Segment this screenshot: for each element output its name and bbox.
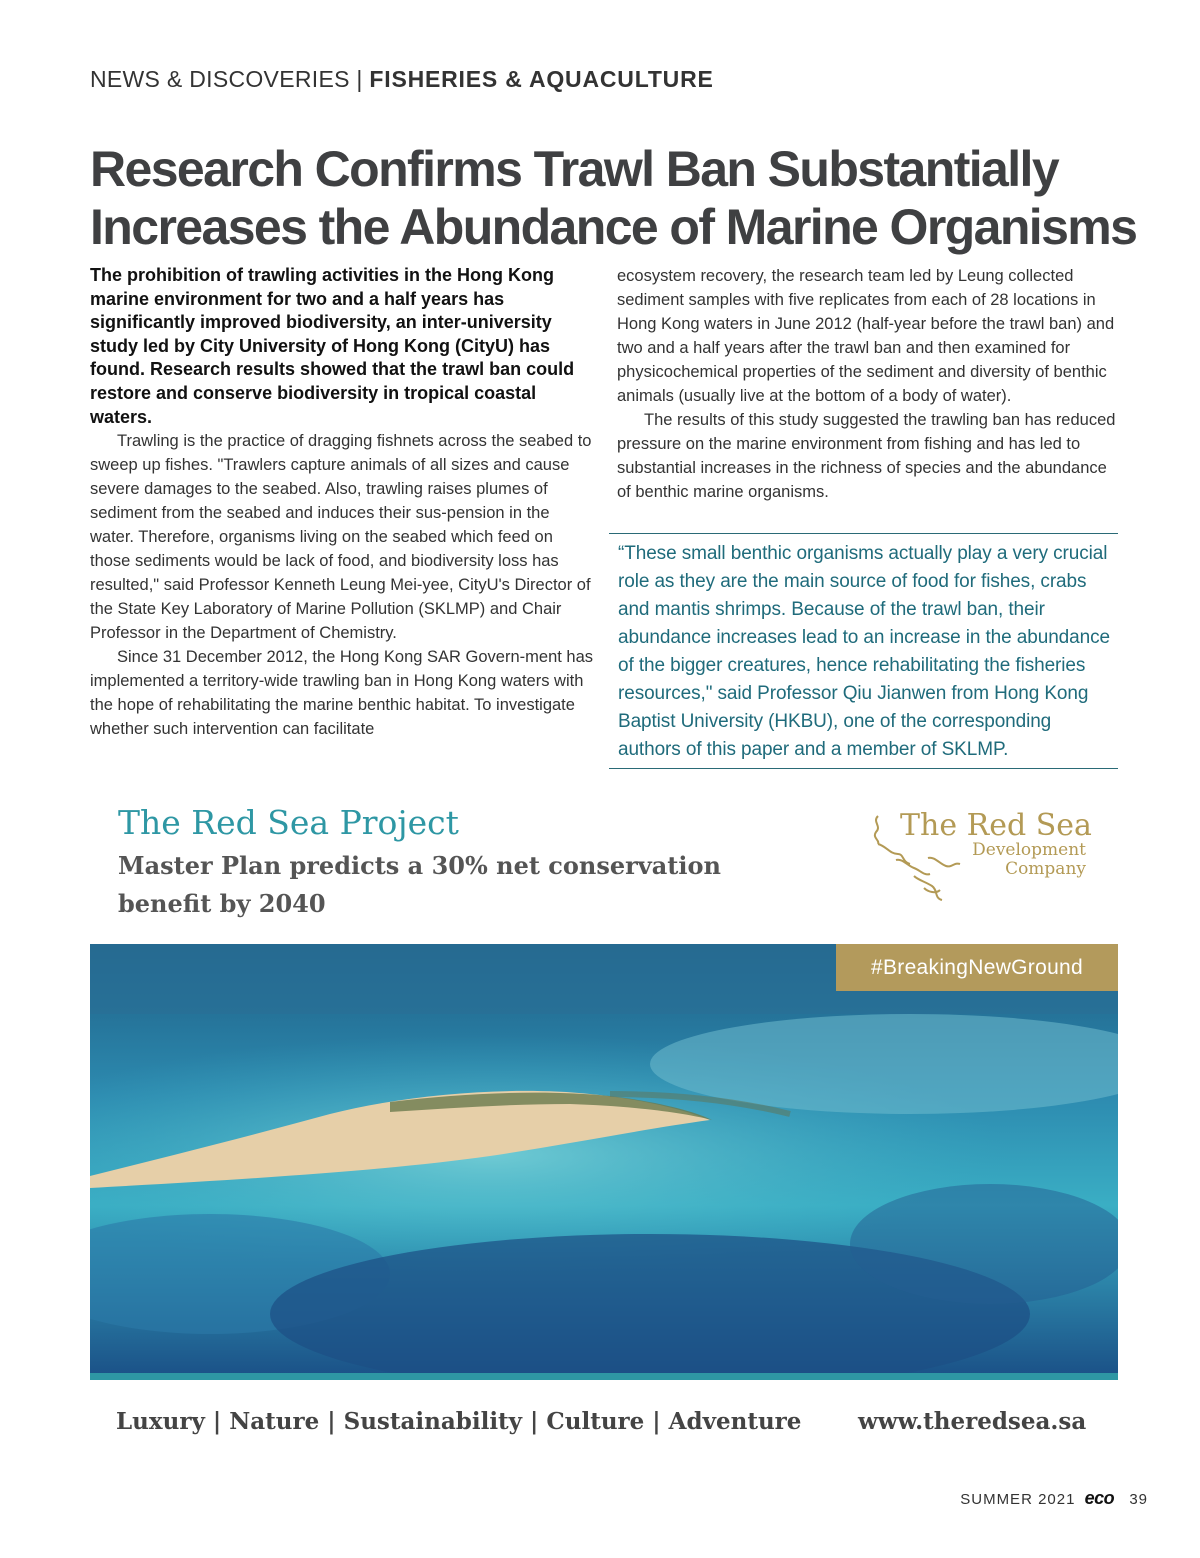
article-paragraph-1: Trawling is the practice of dragging fishnets across the seabed to sweep up fishes. "Trawlers capture animals of all sizes and cause severe damages to the seabed. Also, trawling raises plumes of sediment from the seabed and induces their sus-pension in the water. Therefore, organisms living on the seabed which feed on those sediments would be lack of food, and biodiversity loss has resulted," said Professor Kenneth Leung Mei-yee, CityU's Director of the State Key Laboratory of Marine Pollution (SKLMP) and Chair Professor in the Department of Chemistry. <box>90 432 592 643</box>
ad-title: The Red Sea Project <box>118 803 459 842</box>
aerial-island-photo <box>90 944 1118 1380</box>
photo-accent-bar <box>90 1373 1118 1380</box>
headline-line-1: Research Confirms Trawl Ban Substantially <box>90 141 1059 197</box>
article-column-left <box>90 264 596 741</box>
ad-website: www.theredsea.sa <box>858 1408 1087 1435</box>
section-category: NEWS & DISCOVERIES | <box>90 66 363 92</box>
page-footer <box>960 1488 1148 1509</box>
footer-issue: SUMMER 2021 <box>960 1491 1076 1508</box>
logo-text-line-1: The Red Sea <box>900 808 1092 843</box>
ad-tagline: Luxury | Nature | Sustainability | Culture | Adventure <box>116 1408 802 1435</box>
page-number: 39 <box>1129 1491 1148 1508</box>
section-label <box>90 66 714 93</box>
logo-text-line-3: Company <box>1005 859 1086 879</box>
section-subcategory: FISHERIES & AQUACULTURE <box>369 66 714 92</box>
article-paragraph-3: ecosystem recovery, the research team led by Leung collected sediment samples with five replicates from each of 28 locations in Hong Kong waters in June 2012 (half-year before the trawl ban) and two and a half years after the trawl ban and then examined for physicochemical properties of the sediment and diversity of benthic animals (usually live at the bottom of a body of water). <box>617 267 1115 405</box>
island-image <box>90 944 1118 1380</box>
pull-quote: “These small benthic organisms actually play a very crucial role as they are the main source of food for fishes, crabs and mantis shrimps. Because of the trawl ban, their abundance increases lead to an increase in the abundance of the bigger creatures, hence rehabilitating the fisheries resources," said Professor Qiu Jianwen from Hong Kong Baptist University (HKBU), one of the corresponding authors of this paper and a member of SKLMP. <box>618 543 1110 760</box>
red-sea-logo <box>868 808 1098 904</box>
headline-line-2: Increases the Abundance of Marine Organisms <box>90 199 1137 255</box>
article-paragraph-4: The results of this study suggested the trawling ban has reduced pressure on the marine environment from fishing and has led to substantial increases in the richness of species and the abundance of benthic marine organisms. <box>617 411 1116 501</box>
footer-brand: eco <box>1084 1488 1115 1508</box>
ad-subtitle: Master Plan predicts a 30% net conservation benefit by 2040 <box>118 851 721 918</box>
hashtag-badge: #BreakingNewGround <box>836 944 1118 991</box>
logo-text-line-2: Development <box>972 840 1086 860</box>
article-lede: The prohibition of trawling activities in the Hong Kong marine environment for two and a half years has significantly improved biodiversity, an inter-university study led by City University of Hong Kong (CityU) has found. Research results showed that the trawl ban could restore and conserve biodiversity in tropical coastal waters. <box>90 265 575 427</box>
article-headline <box>90 140 1137 256</box>
article-paragraph-2: Since 31 December 2012, the Hong Kong SAR Govern-ment has implemented a territory-wide trawling ban in Hong Kong waters with the hope of rehabilitating the marine benthic habitat. To investigate whether such intervention can facilitate <box>90 648 594 739</box>
pull-quote-box <box>609 533 1118 769</box>
article-column-right <box>617 264 1122 504</box>
